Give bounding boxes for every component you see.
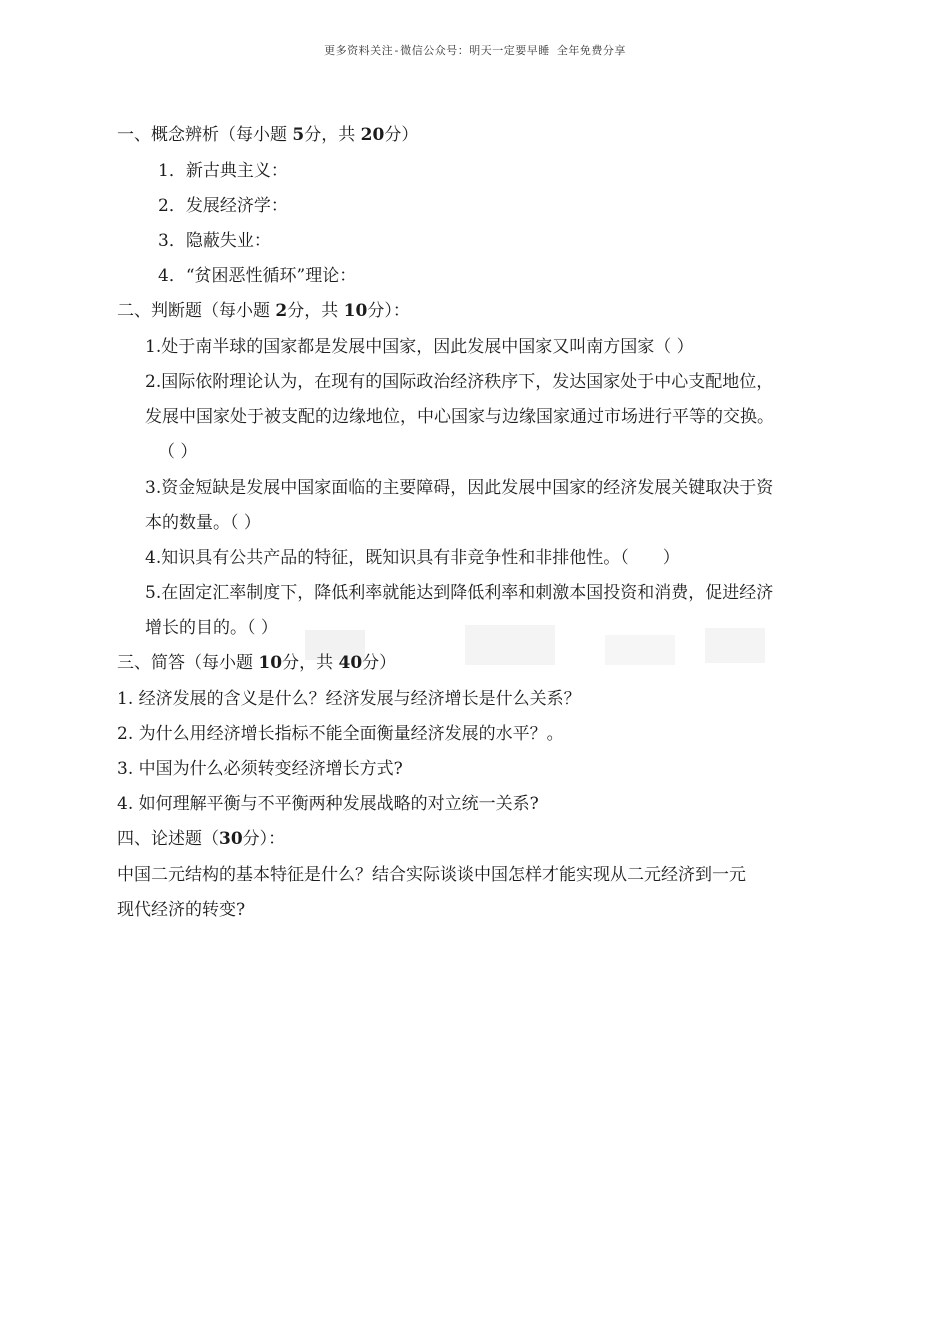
section2-item-line: 3.资金短缺是发展中国家面临的主要障碍，因此发展中国家的经济发展关键取决于资 xyxy=(145,478,774,498)
section3-item: 3. 中国为什么必须转变经济增长方式? xyxy=(117,759,403,779)
section1-item: 4．“贫困恶性循环”理论： xyxy=(158,266,357,286)
section3-item: 4. 如何理解平衡与不平衡两种发展战略的对立统一关系? xyxy=(117,794,539,814)
section2-item-line: 发展中国家处于被支配的边缘地位，中心国家与边缘国家通过市场进行平等的交换。 xyxy=(145,407,774,427)
section1-title: 一、概念辨析（每小题 5分，共 20分） xyxy=(117,125,419,145)
section3-title: 三、简答（每小题 10分，共 40分） xyxy=(117,653,397,673)
section1-item: 2．发展经济学： xyxy=(158,196,288,216)
section4-title: 四、论述题（30分）： xyxy=(117,829,286,849)
section4-question-line: 现代经济的转变? xyxy=(117,900,246,920)
section1-item: 1．新古典主义： xyxy=(158,161,288,181)
section1-item: 3．隐蔽失业： xyxy=(158,231,271,251)
section2-item-line: 增长的目的。（ ） xyxy=(145,618,278,638)
section2-item-line: （ ） xyxy=(158,442,198,462)
section2-item-line: 1.处于南半球的国家都是发展中国家，因此发展中国家又叫南方国家（ ） xyxy=(145,337,694,357)
header-note: 更多资料关注-微信公众号：明天一定要早睡 全年免费分享 xyxy=(324,44,626,57)
section2-item-line: 4.知识具有公共产品的特征，既知识具有非竞争性和非排他性。（ ） xyxy=(145,548,680,568)
section2-item-line: 5.在固定汇率制度下，降低利率就能达到降低利率和刺激本国投资和消费，促进经济 xyxy=(145,583,774,603)
section3-item: 2. 为什么用经济增长指标不能全面衡量经济发展的水平？。 xyxy=(117,724,564,744)
section2-title: 二、判断题（每小题 2分，共 10分）： xyxy=(117,301,410,321)
section2-item-line: 2.国际依附理论认为，在现有的国际政治经济秩序下，发达国家处于中心支配地位， xyxy=(145,372,774,392)
section4-question-line: 中国二元结构的基本特征是什么？结合实际谈谈中国怎样才能实现从二元经济到一元 xyxy=(117,865,746,885)
section3-item: 1. 经济发展的含义是什么？经济发展与经济增长是什么关系？ xyxy=(117,689,581,709)
section2-item-line: 本的数量。（ ） xyxy=(145,513,261,533)
